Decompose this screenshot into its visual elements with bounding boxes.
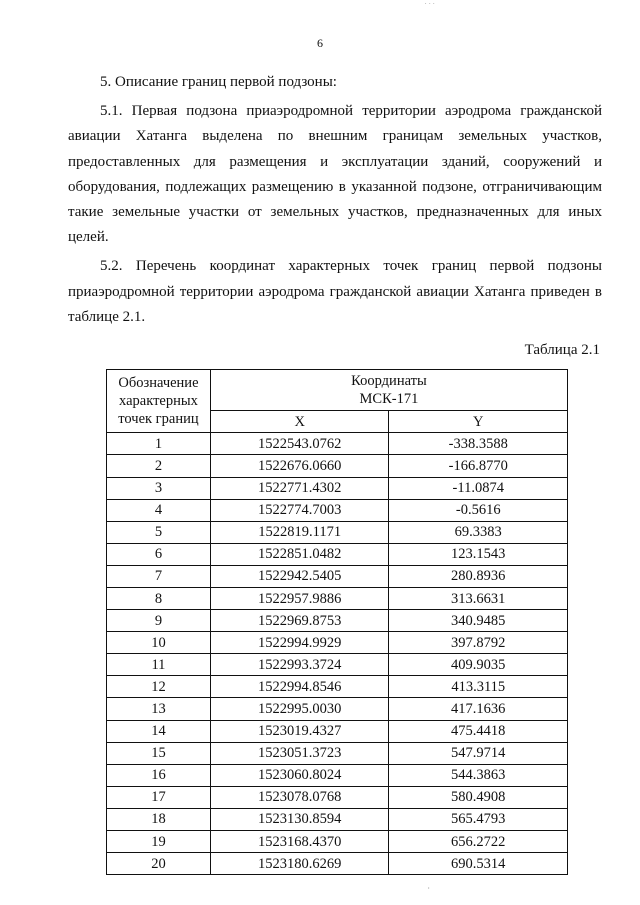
x-coordinate-cell: 1522851.0482 xyxy=(210,543,389,565)
coordinate-system: МСК-171 xyxy=(359,391,419,408)
coordinates-table xyxy=(106,369,568,875)
y-coordinate-cell: -166.8770 xyxy=(389,455,568,477)
table-row xyxy=(107,610,568,632)
table-row xyxy=(107,764,568,786)
x-coordinate-cell: 1522676.0660 xyxy=(210,455,389,477)
point-number-cell: 6 xyxy=(107,543,211,565)
scan-mark-top: · · · xyxy=(424,0,435,8)
x-coordinate-cell: 1523168.4370 xyxy=(210,831,389,853)
table-row xyxy=(107,499,568,521)
point-number-cell: 13 xyxy=(107,698,211,720)
x-coordinate-cell: 1523078.0768 xyxy=(210,786,389,808)
x-coordinate-cell: 1522957.9886 xyxy=(210,587,389,609)
point-number-cell: 4 xyxy=(107,499,211,521)
table-row xyxy=(107,543,568,565)
table-row xyxy=(107,521,568,543)
x-coordinate-cell: 1522771.4302 xyxy=(210,477,389,499)
point-number-cell: 18 xyxy=(107,808,211,830)
table-row xyxy=(107,433,568,455)
point-number-cell: 2 xyxy=(107,455,211,477)
y-coordinate-cell: 69.3383 xyxy=(389,521,568,543)
point-number-cell: 7 xyxy=(107,565,211,587)
point-number-cell: 17 xyxy=(107,786,211,808)
point-number-cell: 16 xyxy=(107,764,211,786)
y-coordinate-cell: 123.1543 xyxy=(389,543,568,565)
x-coordinate-cell: 1522819.1171 xyxy=(210,521,389,543)
paragraph-5-1: 5.1. Первая подзона приаэродромной территории аэродрома гражданской авиации Хатанга выделена по внешним границам земельных участков, предоставленных для размещения и эксплуатации зданий, сооружений и оборудования, подлежащих размещению в указанной подзоне, отграничивающим такие земельные участки от земельных участков, предназначенных для иных целей. xyxy=(68,103,602,246)
y-column-header: Y xyxy=(389,411,568,433)
x-coordinate-cell: 1522993.3724 xyxy=(210,654,389,676)
table-row xyxy=(107,676,568,698)
y-coordinate-cell: 656.2722 xyxy=(389,831,568,853)
table-header-row xyxy=(107,370,568,411)
x-coordinate-cell: 1523180.6269 xyxy=(210,853,389,875)
y-coordinate-cell: 544.3863 xyxy=(389,764,568,786)
point-number-cell: 14 xyxy=(107,720,211,742)
y-coordinate-cell: 409.9035 xyxy=(389,654,568,676)
table-row xyxy=(107,632,568,654)
y-coordinate-cell: -338.3588 xyxy=(389,433,568,455)
point-number-cell: 9 xyxy=(107,610,211,632)
scan-mark-bottom: · xyxy=(427,884,430,893)
y-coordinate-cell: 313.6631 xyxy=(389,587,568,609)
table-row xyxy=(107,742,568,764)
table-row xyxy=(107,831,568,853)
y-coordinate-cell: -0.5616 xyxy=(389,499,568,521)
point-number-cell: 1 xyxy=(107,433,211,455)
point-number-cell: 11 xyxy=(107,654,211,676)
x-coordinate-cell: 1523051.3723 xyxy=(210,742,389,764)
coordinates-title: Координаты xyxy=(351,373,427,390)
point-designation-header: Обозначение характерных точек границ xyxy=(107,370,211,433)
y-coordinate-cell: 280.8936 xyxy=(389,565,568,587)
table-row xyxy=(107,808,568,830)
section-heading: 5. Описание границ первой подзоны: xyxy=(100,74,337,90)
coordinates-group-header xyxy=(210,370,567,411)
table-row xyxy=(107,455,568,477)
x-coordinate-cell: 1522994.9929 xyxy=(210,632,389,654)
point-number-cell: 10 xyxy=(107,632,211,654)
table-row xyxy=(107,565,568,587)
table-row xyxy=(107,698,568,720)
table-caption: Таблица 2.1 xyxy=(524,342,600,359)
y-coordinate-cell: 397.8792 xyxy=(389,632,568,654)
point-number-cell: 8 xyxy=(107,587,211,609)
y-coordinate-cell: 690.5314 xyxy=(389,853,568,875)
table-row xyxy=(107,654,568,676)
y-coordinate-cell: 340.9485 xyxy=(389,610,568,632)
y-coordinate-cell: 475.4418 xyxy=(389,720,568,742)
x-coordinate-cell: 1522969.8753 xyxy=(210,610,389,632)
y-coordinate-cell: 413.3115 xyxy=(389,676,568,698)
x-column-header: X xyxy=(210,411,389,433)
table-row xyxy=(107,477,568,499)
x-coordinate-cell: 1522995.0030 xyxy=(210,698,389,720)
x-coordinate-cell: 1522994.8546 xyxy=(210,676,389,698)
x-coordinate-cell: 1523019.4327 xyxy=(210,720,389,742)
paragraph-5-2: 5.2. Перечень координат характерных точек границ первой подзоны приаэродромной территории аэродрома гражданской авиации Хатанга приведен в таблице 2.1. xyxy=(68,258,602,325)
table-row xyxy=(107,853,568,875)
page-number: 6 xyxy=(317,36,323,50)
y-coordinate-cell: 565.4793 xyxy=(389,808,568,830)
x-coordinate-cell: 1523060.8024 xyxy=(210,764,389,786)
y-coordinate-cell: 580.4908 xyxy=(389,786,568,808)
x-coordinate-cell: 1522774.7003 xyxy=(210,499,389,521)
x-coordinate-cell: 1523130.8594 xyxy=(210,808,389,830)
table-row xyxy=(107,786,568,808)
x-coordinate-cell: 1522543.0762 xyxy=(210,433,389,455)
point-number-cell: 15 xyxy=(107,742,211,764)
table-row xyxy=(107,720,568,742)
table-body xyxy=(107,433,568,875)
point-number-cell: 20 xyxy=(107,853,211,875)
y-coordinate-cell: -11.0874 xyxy=(389,477,568,499)
y-coordinate-cell: 547.9714 xyxy=(389,742,568,764)
point-number-cell: 3 xyxy=(107,477,211,499)
table-row xyxy=(107,587,568,609)
point-number-cell: 5 xyxy=(107,521,211,543)
x-coordinate-cell: 1522942.5405 xyxy=(210,565,389,587)
point-number-cell: 12 xyxy=(107,676,211,698)
document-body xyxy=(68,70,602,875)
y-coordinate-cell: 417.1636 xyxy=(389,698,568,720)
point-number-cell: 19 xyxy=(107,831,211,853)
